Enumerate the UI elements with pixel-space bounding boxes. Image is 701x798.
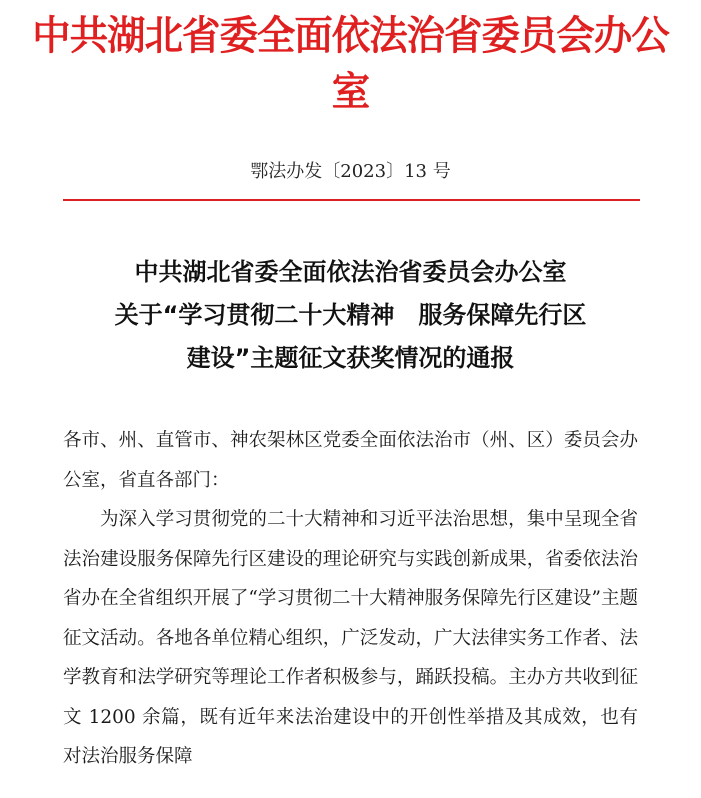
document-number: 鄂法办发〔2023〕13 号	[250, 161, 451, 182]
addressee: 各市、州、直管市、神农架林区党委全面依法治市（州、区）委员会办公室，省直各部门：	[63, 430, 638, 491]
title-line-2: 关于“学习贯彻二十大精神 服务保障先行区	[114, 301, 587, 329]
title-line-1: 中共湖北省委全面依法治省委员会办公室	[134, 258, 567, 286]
title-line-3: 建设”主题征文获奖情况的通报	[186, 344, 515, 372]
body-paragraph: 为深入学习贯彻党的二十大精神和习近平法治思想，集中呈现全省法治建设服务保障先行区建设的理论研究与实践创新成果，省委依法治省办在全省组织开展了“学习贯彻二十大精神服务保障先行区建设”主题征文活动。各地各单位精心组织，广泛发动，广大法律实务工作者、法学教育和法学研究等理论工作者积极参与，踊跃投稿。主办方共收到征文 1200 余篇，既有近年来法治建设中的开创性举措及其成效，也有对法治服务保障	[63, 509, 638, 767]
document-body	[63, 421, 638, 777]
document-title	[40, 251, 661, 380]
issuer-masthead: 中共湖北省委全面依法治省委员会办公室	[32, 13, 669, 115]
red-divider-line	[63, 199, 640, 201]
